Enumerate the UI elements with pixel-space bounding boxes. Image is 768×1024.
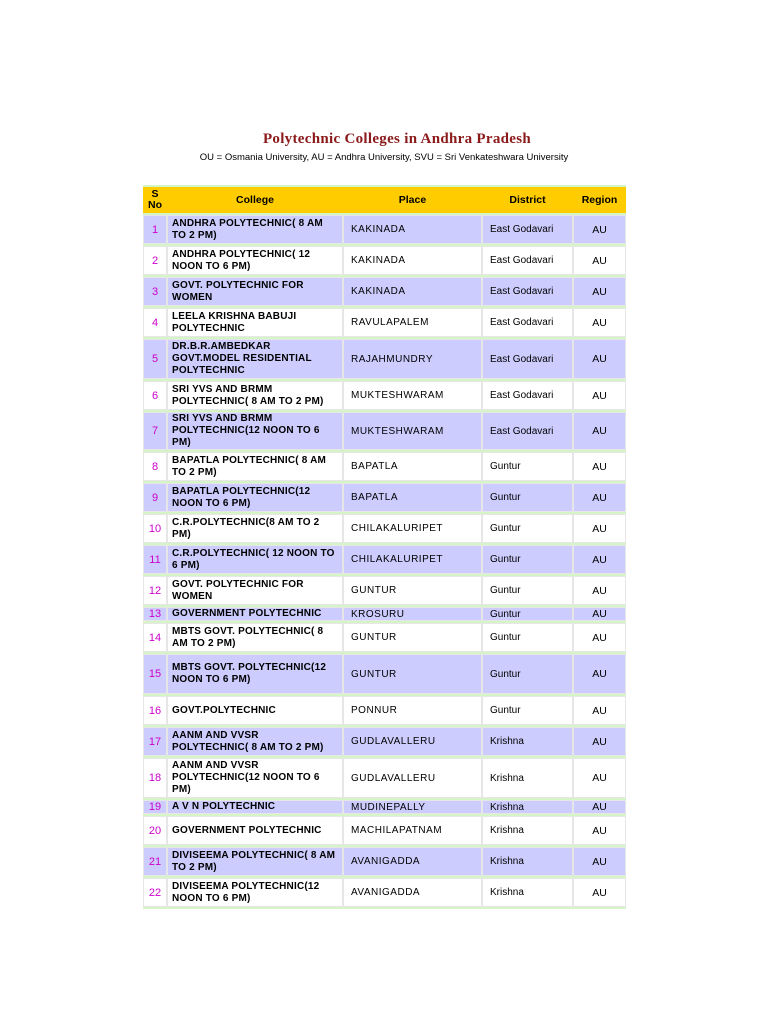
table-row xyxy=(143,339,626,379)
table-row xyxy=(143,412,626,450)
cell-college: GOVERNMENT POLYTECHNIC xyxy=(167,816,343,845)
cell-sno: 9 xyxy=(143,483,167,512)
table-row xyxy=(143,607,626,621)
table-row xyxy=(143,381,626,410)
cell-district: East Godavari xyxy=(482,246,573,275)
cell-place: KAKINADA xyxy=(343,277,482,306)
cell-place: GUDLAVALLERU xyxy=(343,727,482,756)
cell-place: GUNTUR xyxy=(343,654,482,694)
table-row xyxy=(143,545,626,574)
cell-college: AANM AND VVSR POLYTECHNIC(12 NOON TO 6 PM) xyxy=(167,758,343,798)
cell-region: AU xyxy=(573,514,626,543)
colleges-table xyxy=(143,185,626,909)
cell-district: Krishna xyxy=(482,758,573,798)
cell-district: Guntur xyxy=(482,514,573,543)
cell-college: DR.B.R.AMBEDKAR GOVT.MODEL RESIDENTIAL POLYTECHNIC xyxy=(167,339,343,379)
cell-college: ANDHRA POLYTECHNIC( 8 AM TO 2 PM) xyxy=(167,215,343,244)
cell-place: BAPATLA xyxy=(343,452,482,481)
cell-place: PONNUR xyxy=(343,696,482,725)
table-row xyxy=(143,215,626,244)
cell-region: AU xyxy=(573,654,626,694)
page-subtitle: OU = Osmania University, AU = Andhra University, SVU = Sri Venkateshwara University xyxy=(199,152,569,163)
header-sno xyxy=(143,187,167,213)
cell-sno: 13 xyxy=(143,607,167,621)
cell-district: Guntur xyxy=(482,654,573,694)
cell-college: A V N POLYTECHNIC xyxy=(167,800,343,814)
cell-region: AU xyxy=(573,545,626,574)
table-row xyxy=(143,654,626,694)
cell-college: SRI YVS AND BRMM POLYTECHNIC( 8 AM TO 2 PM) xyxy=(167,381,343,410)
cell-sno: 12 xyxy=(143,576,167,605)
cell-place: GUNTUR xyxy=(343,623,482,652)
cell-region: AU xyxy=(573,308,626,337)
cell-region: AU xyxy=(573,816,626,845)
cell-college: GOVT.POLYTECHNIC xyxy=(167,696,343,725)
cell-region: AU xyxy=(573,607,626,621)
header-college: College xyxy=(167,187,343,213)
cell-college: GOVT. POLYTECHNIC FOR WOMEN xyxy=(167,277,343,306)
cell-region: AU xyxy=(573,412,626,450)
cell-region: AU xyxy=(573,277,626,306)
header-sno-line2: No xyxy=(148,199,162,211)
cell-place: MACHILAPATNAM xyxy=(343,816,482,845)
cell-place: AVANIGADDA xyxy=(343,847,482,876)
table-row xyxy=(143,452,626,481)
cell-region: AU xyxy=(573,381,626,410)
cell-district: East Godavari xyxy=(482,277,573,306)
table-row xyxy=(143,800,626,814)
table-row xyxy=(143,483,626,512)
table-row xyxy=(143,308,626,337)
cell-place: MUDINEPALLY xyxy=(343,800,482,814)
cell-district: Guntur xyxy=(482,696,573,725)
cell-college: DIVISEEMA POLYTECHNIC(12 NOON TO 6 PM) xyxy=(167,878,343,907)
cell-district: East Godavari xyxy=(482,339,573,379)
cell-region: AU xyxy=(573,576,626,605)
table-row xyxy=(143,758,626,798)
cell-district: Krishna xyxy=(482,727,573,756)
header-place: Place xyxy=(343,187,482,213)
cell-region: AU xyxy=(573,727,626,756)
table-row xyxy=(143,576,626,605)
cell-district: East Godavari xyxy=(482,215,573,244)
page-title: Polytechnic Colleges in Andhra Pradesh xyxy=(262,131,532,147)
table-row xyxy=(143,847,626,876)
cell-place: KROSURU xyxy=(343,607,482,621)
cell-region: AU xyxy=(573,452,626,481)
cell-college: ANDHRA POLYTECHNIC( 12 NOON TO 6 PM) xyxy=(167,246,343,275)
table-row xyxy=(143,514,626,543)
cell-region: AU xyxy=(573,800,626,814)
cell-place: MUKTESHWARAM xyxy=(343,381,482,410)
cell-sno: 8 xyxy=(143,452,167,481)
cell-sno: 2 xyxy=(143,246,167,275)
table-row xyxy=(143,623,626,652)
cell-college: MBTS GOVT. POLYTECHNIC(12 NOON TO 6 PM) xyxy=(167,654,343,694)
cell-region: AU xyxy=(573,623,626,652)
cell-district: Krishna xyxy=(482,878,573,907)
cell-region: AU xyxy=(573,483,626,512)
cell-region: AU xyxy=(573,246,626,275)
cell-sno: 6 xyxy=(143,381,167,410)
cell-district: Guntur xyxy=(482,576,573,605)
table-header-row xyxy=(143,187,626,213)
cell-college: DIVISEEMA POLYTECHNIC( 8 AM TO 2 PM) xyxy=(167,847,343,876)
cell-sno: 11 xyxy=(143,545,167,574)
cell-place: AVANIGADDA xyxy=(343,878,482,907)
cell-place: RAJAHMUNDRY xyxy=(343,339,482,379)
cell-college: BAPATLA POLYTECHNIC( 8 AM TO 2 PM) xyxy=(167,452,343,481)
cell-region: AU xyxy=(573,847,626,876)
cell-sno: 20 xyxy=(143,816,167,845)
table-row xyxy=(143,696,626,725)
cell-district: Guntur xyxy=(482,452,573,481)
table-row xyxy=(143,878,626,907)
cell-college: C.R.POLYTECHNIC(8 AM TO 2 PM) xyxy=(167,514,343,543)
cell-district: Krishna xyxy=(482,847,573,876)
header-region: Region xyxy=(573,187,626,213)
table-row xyxy=(143,816,626,845)
cell-sno: 18 xyxy=(143,758,167,798)
cell-sno: 19 xyxy=(143,800,167,814)
cell-place: KAKINADA xyxy=(343,246,482,275)
cell-sno: 1 xyxy=(143,215,167,244)
cell-college: AANM AND VVSR POLYTECHNIC( 8 AM TO 2 PM) xyxy=(167,727,343,756)
cell-district: Guntur xyxy=(482,623,573,652)
cell-region: AU xyxy=(573,758,626,798)
table-row xyxy=(143,727,626,756)
cell-district: Guntur xyxy=(482,545,573,574)
cell-region: AU xyxy=(573,878,626,907)
cell-sno: 22 xyxy=(143,878,167,907)
cell-place: RAVULAPALEM xyxy=(343,308,482,337)
cell-sno: 3 xyxy=(143,277,167,306)
cell-district: East Godavari xyxy=(482,308,573,337)
header-sno-line1: S xyxy=(151,188,159,200)
cell-place: BAPATLA xyxy=(343,483,482,512)
cell-place: KAKINADA xyxy=(343,215,482,244)
cell-district: Guntur xyxy=(482,607,573,621)
cell-sno: 7 xyxy=(143,412,167,450)
cell-place: GUNTUR xyxy=(343,576,482,605)
cell-college: GOVT. POLYTECHNIC FOR WOMEN xyxy=(167,576,343,605)
cell-region: AU xyxy=(573,339,626,379)
cell-sno: 14 xyxy=(143,623,167,652)
cell-place: CHILAKALURIPET xyxy=(343,514,482,543)
cell-college: C.R.POLYTECHNIC( 12 NOON TO 6 PM) xyxy=(167,545,343,574)
cell-college: MBTS GOVT. POLYTECHNIC( 8 AM TO 2 PM) xyxy=(167,623,343,652)
cell-place: GUDLAVALLERU xyxy=(343,758,482,798)
cell-sno: 5 xyxy=(143,339,167,379)
cell-college: BAPATLA POLYTECHNIC(12 NOON TO 6 PM) xyxy=(167,483,343,512)
cell-sno: 10 xyxy=(143,514,167,543)
table-row xyxy=(143,277,626,306)
header-district: District xyxy=(482,187,573,213)
table-row xyxy=(143,246,626,275)
cell-district: East Godavari xyxy=(482,381,573,410)
cell-district: Krishna xyxy=(482,816,573,845)
cell-sno: 16 xyxy=(143,696,167,725)
cell-sno: 15 xyxy=(143,654,167,694)
cell-college: GOVERNMENT POLYTECHNIC xyxy=(167,607,343,621)
cell-place: CHILAKALURIPET xyxy=(343,545,482,574)
cell-region: AU xyxy=(573,696,626,725)
cell-region: AU xyxy=(573,215,626,244)
cell-district: Krishna xyxy=(482,800,573,814)
cell-place: MUKTESHWARAM xyxy=(343,412,482,450)
cell-district: East Godavari xyxy=(482,412,573,450)
cell-college: SRI YVS AND BRMM POLYTECHNIC(12 NOON TO 6 PM) xyxy=(167,412,343,450)
cell-sno: 4 xyxy=(143,308,167,337)
cell-sno: 21 xyxy=(143,847,167,876)
cell-college: LEELA KRISHNA BABUJI POLYTECHNIC xyxy=(167,308,343,337)
cell-sno: 17 xyxy=(143,727,167,756)
cell-district: Guntur xyxy=(482,483,573,512)
